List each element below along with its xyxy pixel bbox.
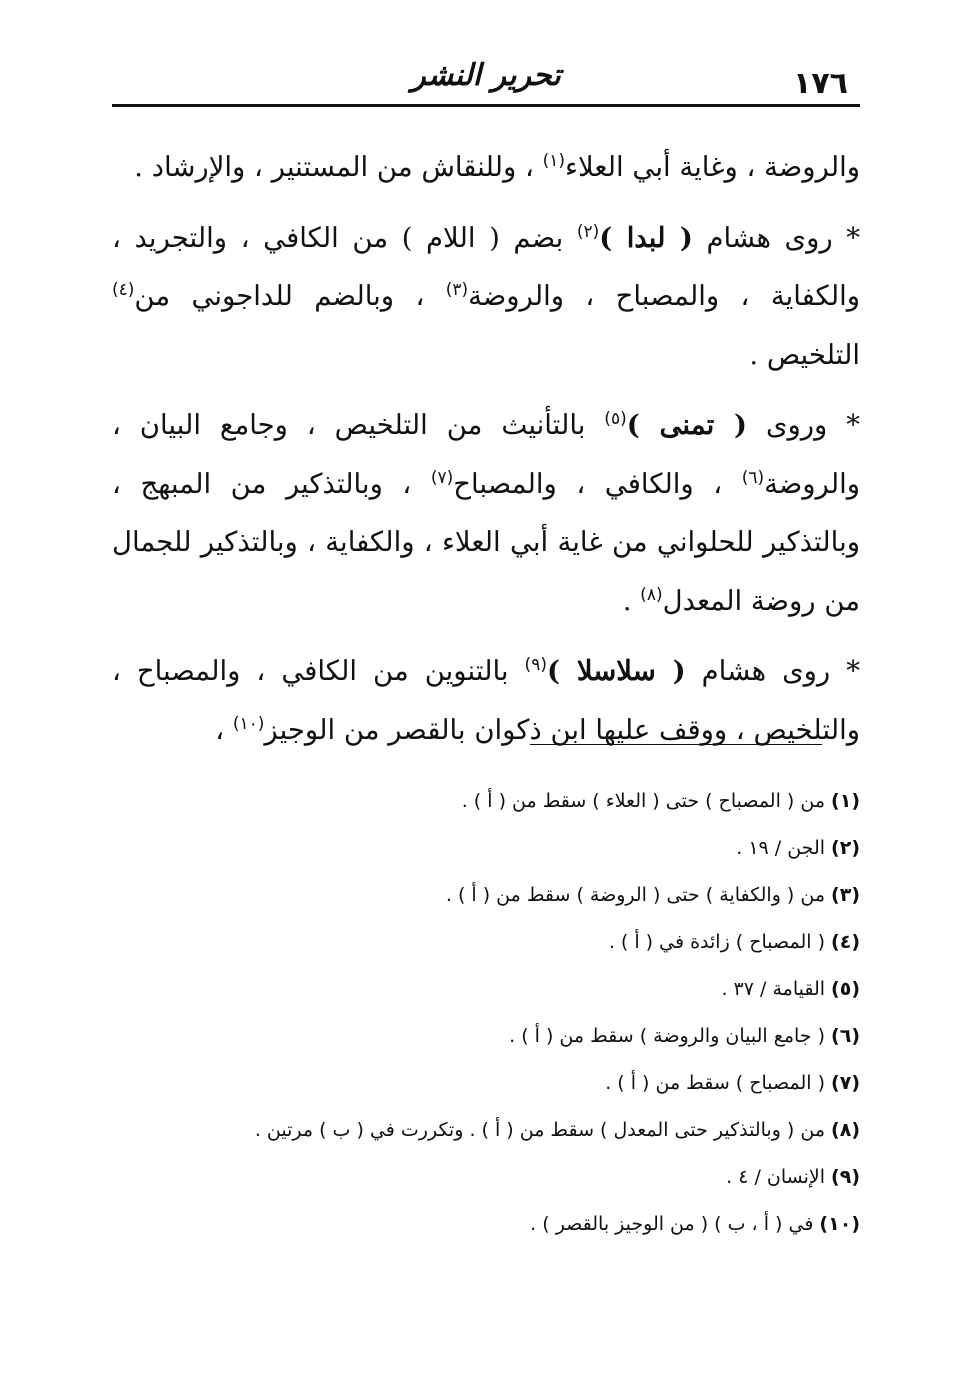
text-run: بالتنوين من الكافي ، والمصباح ، والتلخيص ، ووقف عليها ابن ذكوان بالقصر من الوجيز	[112, 655, 860, 746]
text-run: * وروى	[747, 409, 860, 441]
footnote-item	[120, 1107, 860, 1154]
footnote-ref[interactable]: (١)	[542, 150, 566, 171]
running-title: تحرير النشر	[411, 58, 561, 93]
footnote-number: (١٠)	[819, 1213, 860, 1235]
footnote-number: (٥)	[831, 978, 860, 1000]
footnote-ref[interactable]: (٧)	[430, 467, 454, 488]
text-run: بالتأنيث من التلخيص ، وجامع البيان ، والروضة	[112, 409, 860, 500]
text-run: ، وللنقاش من المستنير ، والإرشاد .	[134, 151, 543, 183]
footnotes	[120, 778, 860, 1248]
paragraph-3	[112, 396, 860, 630]
footnote-text: من ( والكفاية ) حتى ( الروضة ) سقط من ( أ ) .	[445, 884, 826, 906]
footnote-ref[interactable]: (٢)	[576, 221, 600, 242]
footnote-number: (١)	[831, 790, 860, 812]
text-run: والروضة ، وغاية أبي العلاء	[565, 151, 860, 183]
footnote-text: في ( أ ، ب ) ( من الوجيز بالقصر ) .	[530, 1213, 814, 1235]
footnote-item	[120, 966, 860, 1013]
footnote-item	[120, 778, 860, 825]
footnote-text: القيامة / ٣٧ .	[721, 978, 826, 1000]
text-run: * روى هشام	[692, 221, 860, 254]
footnote-item	[120, 1201, 860, 1248]
footnote-ref[interactable]: (٦)	[741, 467, 765, 488]
footnote-ref[interactable]: (٤)	[112, 279, 135, 300]
footnote-number: (٤)	[831, 931, 860, 953]
paragraph-4	[112, 642, 860, 759]
footnote-number: (٨)	[831, 1119, 860, 1141]
text-run: بضم ( اللام ) من الكافي ، والتجريد ، والكفاية ، والمصباح ، والروضة	[112, 221, 860, 312]
footnote-item	[120, 1060, 860, 1107]
text-run: ، وبالتذكير من المبهج ، وبالتذكير للحلواني من غاية أبي العلاء ، والكفاية ، وبالتذكير للجمال من روضة المعدل	[112, 467, 860, 617]
paragraph-2	[112, 209, 860, 385]
footnote-item	[120, 1013, 860, 1060]
footnote-number: (٢)	[831, 837, 860, 859]
footnote-ref[interactable]: (٥)	[604, 408, 627, 429]
text-run: ،	[215, 713, 233, 746]
footnote-number: (٩)	[831, 1166, 860, 1188]
footnote-text: الجن / ١٩ .	[736, 837, 826, 859]
footnote-text: من ( المصباح ) حتى ( العلاء ) سقط من ( أ ) .	[461, 790, 826, 812]
footnote-ref[interactable]: (٨)	[640, 584, 663, 605]
footnote-text: الإنسان / ٤ .	[726, 1166, 826, 1188]
footnote-ref[interactable]: (١٠)	[232, 713, 265, 734]
quran-word: ( سلاسلا )	[546, 655, 686, 687]
footnote-text: ( المصباح ) زائدة في ( أ ) .	[608, 931, 826, 953]
footnote-ref[interactable]: (٩)	[524, 654, 547, 675]
footnote-separator	[530, 744, 822, 745]
text-run: .	[622, 584, 641, 617]
footnote-item	[120, 825, 860, 872]
footnote-item	[120, 872, 860, 919]
page-header	[112, 58, 860, 106]
text-run: ، والكافي ، والمصباح	[453, 467, 742, 500]
footnote-number: (٧)	[831, 1072, 860, 1094]
footnote-text: ( المصباح ) سقط من ( أ ) .	[605, 1072, 826, 1094]
footnote-item	[120, 1154, 860, 1201]
header-rule	[112, 104, 860, 107]
main-text	[112, 138, 860, 759]
text-run: التلخيص .	[749, 338, 860, 371]
footnote-text: ( جامع البيان والروضة ) سقط من ( أ ) .	[509, 1025, 826, 1047]
footnote-number: (٦)	[831, 1025, 860, 1047]
quran-word: ( تمنى )	[626, 409, 748, 441]
paragraph-1	[112, 138, 860, 197]
text-run: ، وبالضم للداجوني من	[134, 280, 446, 312]
quran-word: ( لبدا )	[599, 221, 693, 254]
footnote-text: من ( وبالتذكير حتى المعدل ) سقط من ( أ ) . وتكررت في ( ب ) مرتين .	[254, 1119, 826, 1141]
footnote-item	[120, 919, 860, 966]
text-run: * روى هشام	[685, 655, 860, 687]
footnote-ref[interactable]: (٣)	[445, 279, 469, 300]
page-number: ١٧٦	[793, 66, 848, 101]
footnote-number: (٣)	[831, 884, 860, 906]
